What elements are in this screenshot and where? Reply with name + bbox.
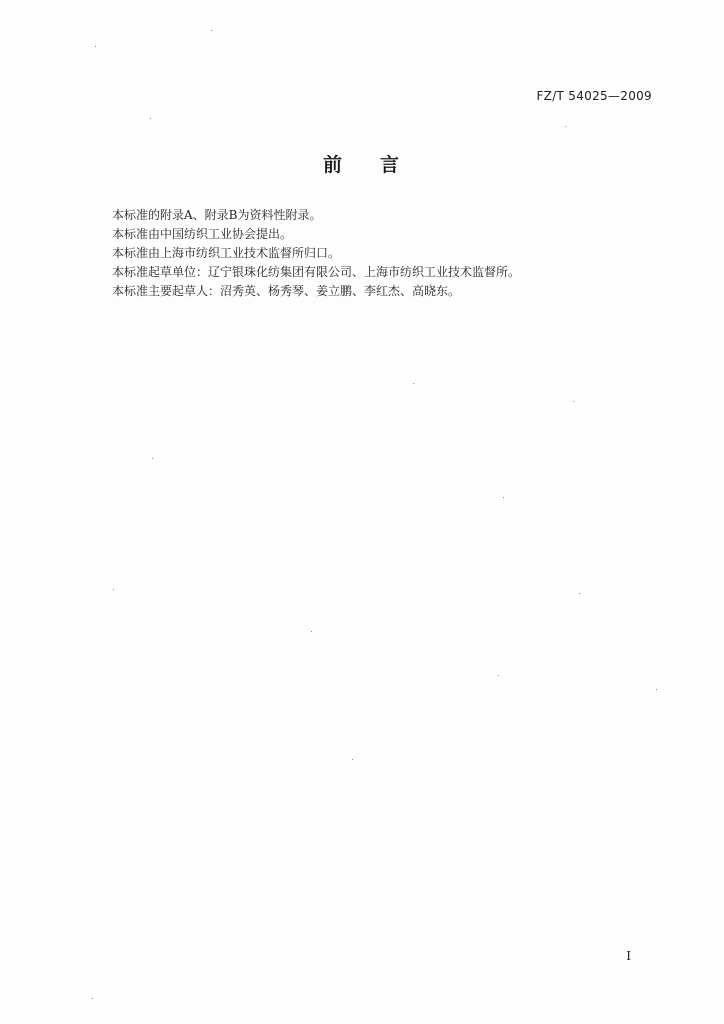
scan-speck: [565, 126, 566, 127]
scan-speck: [573, 401, 574, 402]
scan-speck: [579, 593, 580, 594]
scan-speck: [311, 631, 312, 632]
foreword-body: [112, 206, 632, 301]
scan-speck: [152, 458, 153, 459]
scan-speck: [211, 30, 212, 31]
paragraph: 本标准主要起草人：沼秀英、杨秀琴、姜立鹏、李红杰、高晓东。: [112, 284, 461, 298]
scan-speck: [92, 998, 93, 999]
scan-speck: [150, 118, 151, 119]
paragraph: 本标准起草单位：辽宁银珠化纺集团有限公司、上海市纺织工业技术监督所。: [112, 265, 521, 279]
paragraph: 本标准由上海市纺织工业技术监督所归口。: [112, 246, 341, 260]
scan-speck: [413, 383, 414, 384]
page-title: [0, 150, 724, 177]
standard-code: FZ/T 54025—2009: [536, 89, 652, 103]
title-char-2: 言: [380, 154, 402, 176]
scan-speck: [95, 46, 96, 47]
scan-speck: [656, 689, 657, 690]
page-number: I: [626, 949, 631, 963]
title-char-1: 前: [322, 154, 344, 176]
paragraph: 本标准的附录A、附录B为资料性附录。: [112, 208, 322, 222]
scan-speck: [503, 497, 504, 498]
scan-speck: [352, 759, 353, 760]
paragraph: 本标准由中国纺织工业协会提出。: [112, 227, 293, 241]
scan-speck: [113, 589, 114, 590]
scan-speck: [498, 675, 499, 676]
